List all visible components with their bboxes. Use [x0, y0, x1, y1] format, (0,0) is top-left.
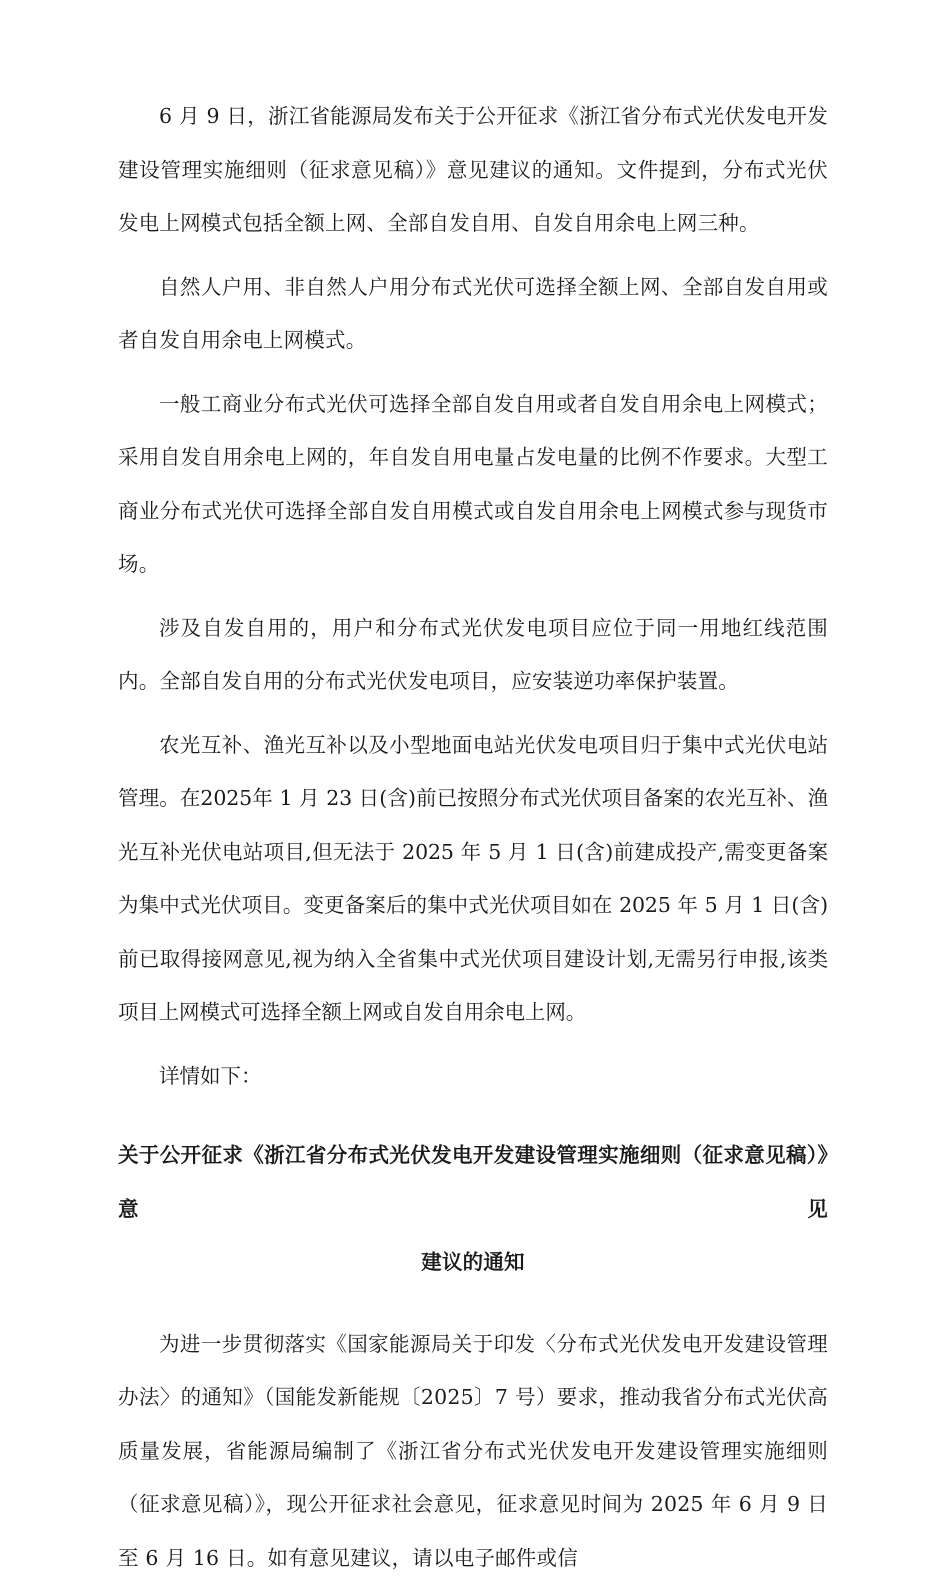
paragraph-self-consumption-rules: 涉及自发自用的，用户和分布式光伏发电项目应位于同一用地红线范围内。全部自发自用的分布式光伏发电项目，应安装逆功率保护装置。	[118, 615, 828, 693]
notice-title-line-1: 关于公开征求《浙江省分布式光伏发电开发建设管理实施细则（征求意见稿）》意见	[118, 1143, 828, 1221]
heading-spacer	[118, 1300, 828, 1318]
notice-title-line-2: 建议的通知	[421, 1250, 525, 1274]
notice-title	[118, 1129, 828, 1290]
document-body	[118, 90, 828, 1595]
paragraph-notice-body-opening: 为进一步贯彻落实《国家能源局关于印发〈分布式光伏发电开发建设管理办法〉的通知》（国能发新能规〔2025〕7 号）要求，推动我省分布式光伏高质量发展，省能源局编制了《浙江省分布式光伏发电开发建设管理实施细则（征求意见稿）》，现公开征求社会意见，征求意见时间为 2025 年 6 月 9 日至 6 月 16 日。如有意见建议，请以电子邮件或信	[118, 1331, 828, 1570]
paragraph-details-lead-in: 详情如下：	[159, 1063, 262, 1088]
paragraph-commercial-modes: 一般工商业分布式光伏可选择全部自发自用或者自发自用余电上网模式；采用自发自用余电上网的，年自发自用电量占发电量的比例不作要求。大型工商业分布式光伏可选择全部自发自用模式或自发自用余电上网模式参与现货市场。	[118, 391, 828, 576]
paragraph-household-modes: 自然人户用、非自然人户用分布式光伏可选择全额上网、全部自发自用或者自发自用余电上网模式。	[118, 274, 828, 352]
paragraph-intro-notice: 6 月 9 日，浙江省能源局发布关于公开征求《浙江省分布式光伏发电开发建设管理实施细则（征求意见稿）》意见建议的通知。文件提到，分布式光伏发电上网模式包括全额上网、全部自发自用、自发自用余电上网三种。	[118, 104, 828, 235]
paragraph-centralized-station-filing: 农光互补、渔光互补以及小型地面电站光伏发电项目归于集中式光伏电站管理。在2025年 1 月 23 日(含)前已按照分布式光伏项目备案的农光互补、渔光互补光伏电站项目,但无法于 2025 年 5 月 1 日(含)前建成投产,需变更备案为集中式光伏项目。变更备案后的集中式光伏项目如在 2025 年 5 月 1 日(含)前已取得接网意见,视为纳入全省集中式光伏项目建设计划,无需另行申报,该类项目上网模式可选择全额上网或自发自用余电上网。	[118, 732, 828, 1024]
